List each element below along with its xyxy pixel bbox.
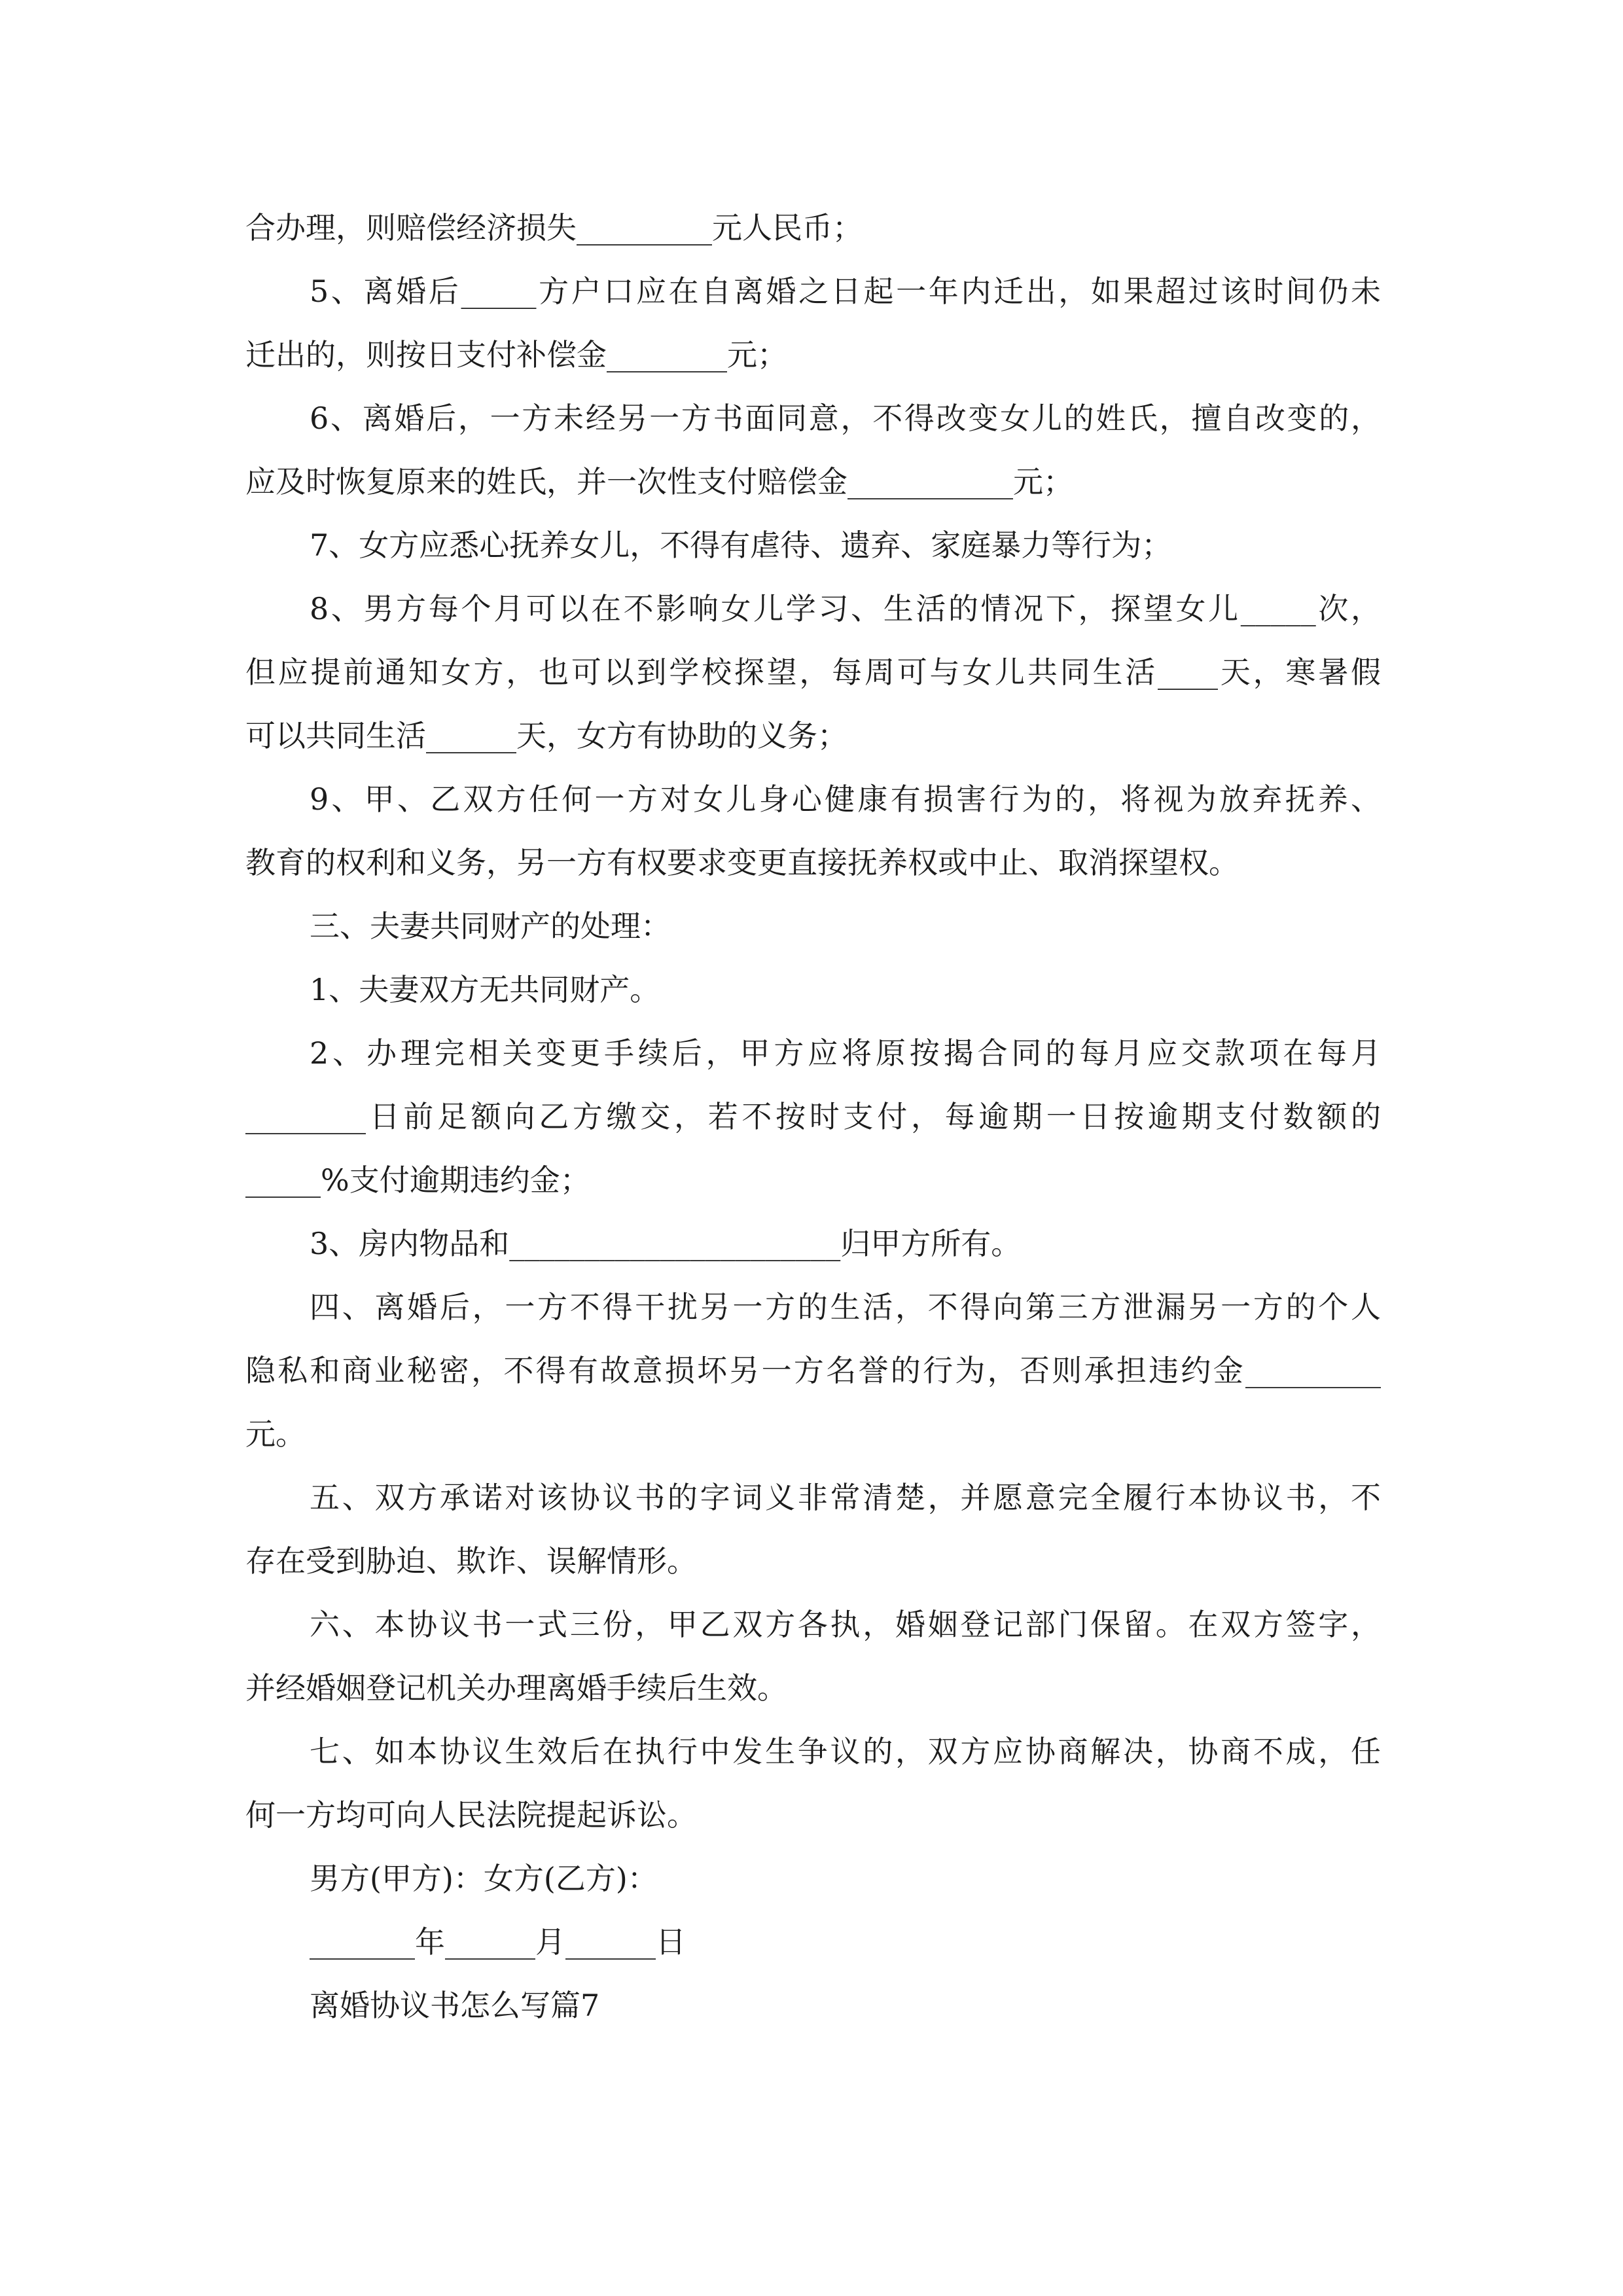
text-line: 8、男方每个月可以在不影响女儿学习、生活的情况下，探望女儿_____次，: [310, 591, 1381, 626]
text-line: 五、双方承诺对该协议书的字词义非常清楚，并愿意完全履行本协议书，不: [310, 1480, 1381, 1515]
text-line: 六、本协议书一式三份，甲乙双方各执，婚姻登记部门保留。在双方签字，: [310, 1607, 1381, 1642]
signature-line: 男方(甲方)：女方(乙方)：: [310, 1861, 658, 1896]
text-line: 四、离婚后，一方不得干扰另一方的生活，不得向第三方泄漏另一方的个人: [310, 1289, 1381, 1325]
section-heading: 三、夫妻共同财产的处理：: [310, 908, 671, 944]
text-line: 元。: [245, 1416, 306, 1452]
text-line: 9、甲、乙双方任何一方对女儿身心健康有损害行为的，将视为放弃抚养、: [310, 781, 1381, 817]
date-line: _______年______月______日: [310, 1924, 686, 1960]
text-line: 何一方均可向人民法院提起诉讼。: [245, 1797, 697, 1833]
text-line: 可以共同生活______天，女方有协助的义务；: [245, 718, 847, 753]
section-title: 离婚协议书怎么写篇7: [310, 1988, 600, 2023]
text-line: ________日前足额向乙方缴交，若不按时支付，每逾期一日按逾期支付数额的: [245, 1099, 1381, 1134]
text-line: _____%支付逾期违约金；: [245, 1162, 590, 1198]
text-line: 6、离婚后，一方未经另一方书面同意，不得改变女儿的姓氏，擅自改变的，: [310, 401, 1381, 436]
text-line: 2、办理完相关变更手续后，甲方应将原按揭合同的每月应交款项在每月: [310, 1035, 1381, 1071]
text-line: 但应提前通知女方，也可以到学校探望，每周可与女儿共同生活____天，寒暑假: [245, 655, 1381, 690]
text-line: 应及时恢复原来的姓氏，并一次性支付赔偿金___________元；: [245, 464, 1073, 499]
text-line: 7、女方应悉心抚养女儿，不得有虐待、遗弃、家庭暴力等行为；: [310, 528, 1172, 563]
document-page: [245, 196, 1381, 2037]
text-line: 3、房内物品和______________________归甲方所有。: [310, 1226, 1022, 1261]
text-line: 5、离婚后_____方户口应在自离婚之日起一年内迁出，如果超过该时间仍未: [310, 274, 1381, 309]
text-line: 七、如本协议生效后在执行中发生争议的，双方应协商解决，协商不成，任: [310, 1734, 1381, 1769]
text-line: 教育的权利和义务，另一方有权要求变更直接抚养权或中止、取消探望权。: [245, 845, 1239, 880]
text-line: 存在受到胁迫、欺诈、误解情形。: [245, 1543, 697, 1579]
text-line: 迁出的，则按日支付补偿金________元；: [245, 337, 787, 372]
text-line: 并经婚姻登记机关办理离婚手续后生效。: [245, 1670, 787, 1706]
text-line: 1、夫妻双方无共同财产。: [310, 972, 660, 1007]
text-line: 隐私和商业秘密，不得有故意损坏另一方名誉的行为，否则承担违约金_________: [245, 1353, 1381, 1388]
text-line: 合办理，则赔偿经济损失_________元人民币；: [245, 210, 863, 245]
